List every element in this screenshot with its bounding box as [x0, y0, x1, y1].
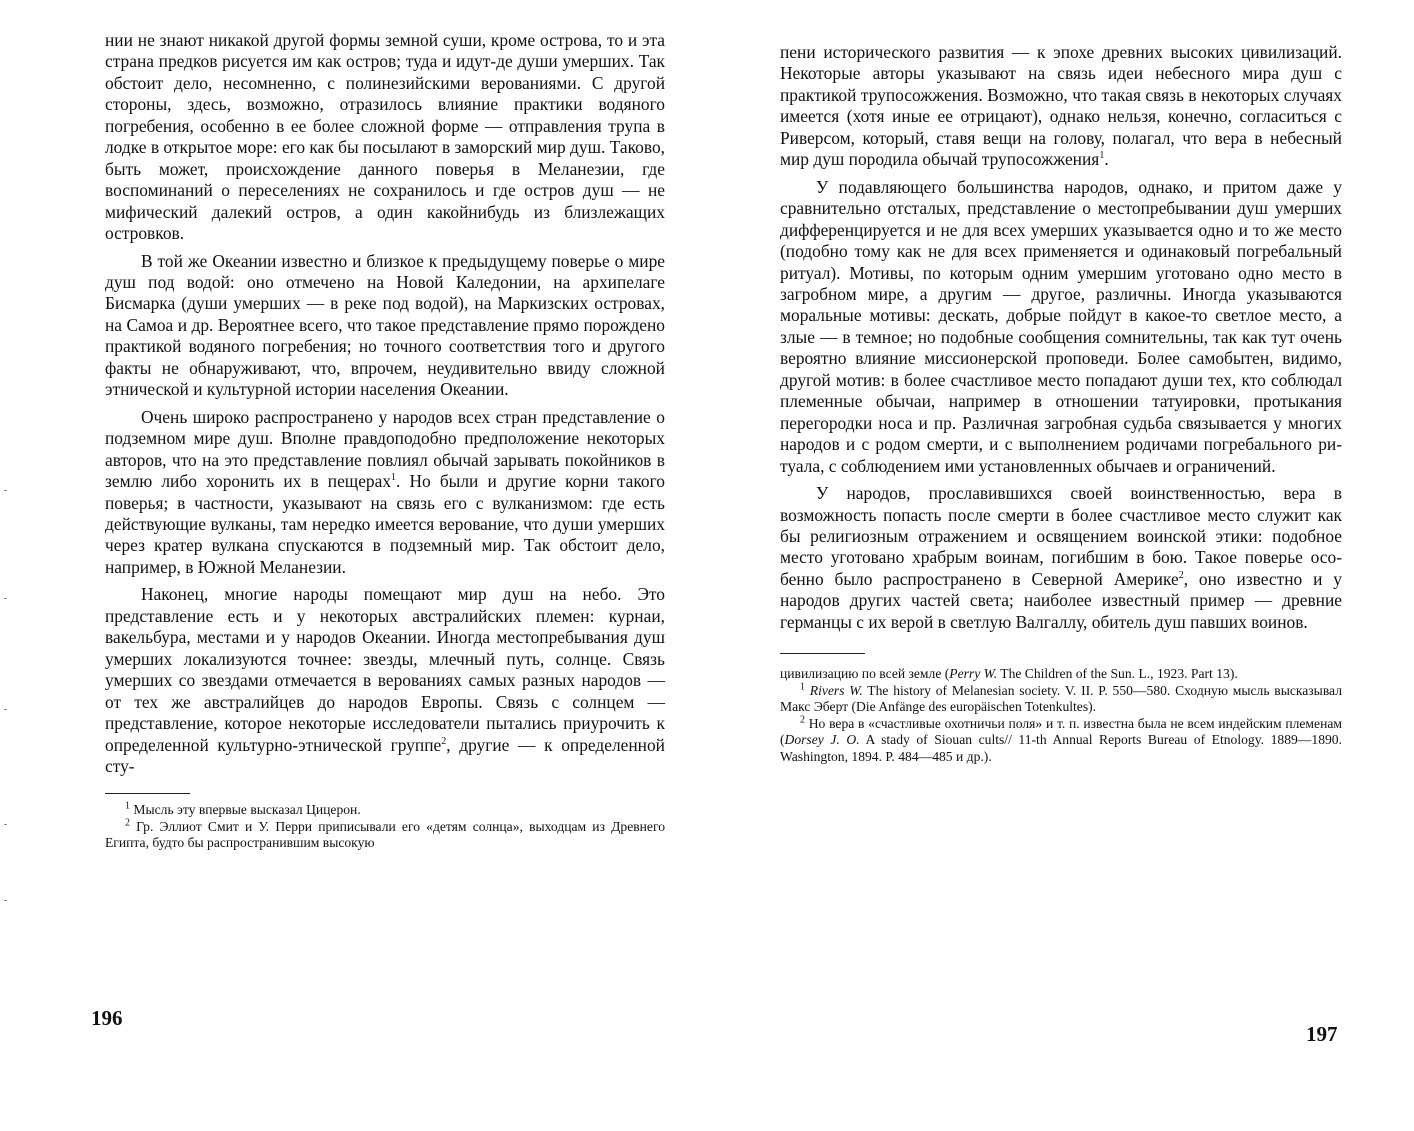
left-page — [105, 30, 665, 852]
footnote — [780, 683, 1342, 716]
paragraph-text: пени исторического развития — к эпохе древних высоких цивилизаций. Некоторые авторы указывают на связь идеи небесного мира душ с практикой трупосожжения. Возможно, что такая связь в некоторых случаях имеется (хотя иные ее отрицают), однако нельзя, конечно, согласиться с Риверсом, который, ставя вещи на голову, полагал, что вера в небесный мир душ породила обычай трупосожжения — [780, 42, 1342, 170]
footnote-text: Гр. Эллиот Смит и У. Перри приписывали его «детям солнца», выходцам из Древнего Египта, будто бы распространившим высокую — [105, 818, 665, 851]
paragraph: нии не знают никакой другой формы земной суши, кроме острова, то и эта страна предков рисуется им как остров; туда и идут-де души умерших. Так обстоит дело, несомненно, с полинезийскими верованиями. С другой стороны, здесь, возможно, отразилось влияние практики водяного погребения, особенно в ее более сложной форме — отправления трупа в лодке в открытое море: его как бы посылают в заморский мир душ. Таково, быть может, происхождение данного поверья в Меланезии, где воспоминаний о переселениях не сохранилось и где остров душ — не мифический далекий остров, а один какойнибудь из близлежащих островков. — [105, 30, 665, 244]
paragraph-text: , оно известно и у народов других частей света; наиболее известный пример — древние германцы с их верой в светлую Валгаллу, обитель душ павших воинов. — [780, 568, 1342, 632]
footnote-text: Мысль эту впервые высказал Цицерон. — [133, 802, 361, 818]
footnote-divider — [780, 653, 865, 654]
footnote-text: A stady of Siouan cults// 11-th Annual Reports Bureau of Etnology. 1889—1890. Washington, 1894. P. 484—485 и др.). — [780, 732, 1342, 764]
paragraph-text: , другие — к определенной сту- — [105, 734, 665, 776]
footnote-mark: 1 — [800, 681, 805, 693]
paragraph — [780, 483, 1342, 633]
footnote-text: цивилизацию по всей земле ( — [780, 666, 950, 682]
left-footnotes — [105, 802, 665, 852]
footnote-ref: 2 — [1178, 570, 1184, 582]
right-body-text — [780, 42, 1342, 633]
footnote-ref: 1 — [391, 472, 397, 484]
footnote-continuation — [780, 666, 1342, 683]
footnote — [780, 716, 1342, 766]
footnote — [105, 802, 665, 819]
footnote-mark: 1 — [125, 800, 130, 812]
paragraph-text: У народов, прославившихся своей воинственностью, вера в возможность попасть после смерти в более счастливое место служит как бы религиозным отражением и освящением воинской этики: подобное место уготовано храбрым воинам, погибшим в бою. Такое поверье особенно было распространено в Северной Америке — [780, 483, 1342, 589]
footnote-text: The Children of the Sun. L., 1923. Part 13). — [997, 666, 1238, 682]
footnote-divider — [105, 793, 190, 794]
footnote-mark: 2 — [800, 714, 805, 726]
paragraph — [105, 407, 665, 579]
footnote-author: Rivers W. — [809, 682, 863, 698]
footnote-mark: 2 — [125, 817, 130, 829]
right-footnotes — [780, 666, 1342, 765]
paragraph — [105, 584, 665, 777]
scan-mark — [4, 709, 7, 710]
footnote-text: The history of Melanesian society. V. II. P. 550—580. Сходную мысль высказывал Макс Эберт (Die Anfänge des europäischen Totenkultes). — [780, 682, 1342, 715]
page-number: 197 — [1306, 1022, 1338, 1046]
paragraph: У подавляющего большинства народов, однако, и притом даже у сравнительно отсталых, представление о местопребывании душ умерших дифференцируется и не для всех умерших указывается одно и то же место (подобно тому как не для всех применяется и одинаковый погребальный ритуал). Мотивы, по которым одним умершим уготовано одно место в загробном мире, а другим — другое, различны. Иногда указываются моральные мотивы: дескать, добрые пойдут в какое-то светлое место, а злые — в темное; но подобные сообщения сомнительны, так как тут очень вероятно влияние миссионерской проповеди. Более самобытен, видимо, другой мотив: в более счастливое место попадают души тех, кто соблюдал племенные обычаи, например в отношении татуировки, протыкания перегородки носа и пр. Различная загробная судьба связывается у многих народов и с родом смерти, и с выполнением родичами погребального ритуала, с соблюдением ими установленных обычаев и ограничений. — [780, 176, 1342, 476]
paragraph: В той же Океании известно и близкое к предыдущему поверье о мире душ под водой: оно отмечено на Новой Каледонии, на архипелаге Бисмарка (души умерших — в реке под водой), на Маркизских островах, на Самоа и др. Вероятнее всего, что такое представление прямо порождено практикой водяного погребения; но точного соответствия того и другого факты не обнаруживают, что, впрочем, неудивительно ввиду сложной этнической и культурной истории населения Океании. — [105, 250, 665, 400]
scan-mark — [4, 490, 7, 491]
left-body-text — [105, 30, 665, 777]
footnote-text: Но вера в «счастливые охотничьи поля» и т. п. известна была не всем индейским племенам ( — [780, 715, 1342, 748]
scan-mark — [4, 598, 7, 599]
footnote-ref: 1 — [1099, 150, 1105, 162]
paragraph-text: . Но были и другие корни такого поверья; в частности, указывают на связь его с вулканизмом: где есть действующие вулканы, там нередко имеется верование, что души умерших через кратер вулкана спускаются в подземный мир. Так обстоит дело, например, в Южной Меланезии. — [105, 471, 665, 577]
paragraph-text: . — [1104, 149, 1109, 170]
footnote-author: Perry W. — [949, 666, 998, 682]
footnote-author: Dorsey J. O. — [784, 732, 860, 748]
scan-mark — [4, 824, 7, 825]
page-number: 196 — [91, 1006, 123, 1030]
footnote — [105, 819, 665, 852]
paragraph-text: Наконец, многие народы помещают мир душ на небо. Это представление есть и у некоторых австралийских племен: курнаи, вакельбура, местами и у народов Океании. Иногда местопребывания душ умерших локализуются точнее: звезды, млечный путь, солнце. Связь умерших со звездами отмечается в верованиях самых разных народов — от тех же австралийцев до народов Европы. Связь с солнцем — представление, которое некоторые исследователи пытались приурочить к определенной культурно-этнической группе — [105, 584, 665, 755]
right-page — [780, 42, 1342, 765]
footnote-ref: 2 — [441, 735, 447, 747]
scan-mark — [4, 900, 7, 901]
paragraph — [780, 42, 1342, 171]
paragraph-text: Очень широко распространено у народов всех стран представление о подземном мире душ. Вполне правдоподобно предположение некоторых авторов, что на это представление повлиял обычай зарывать покойников в землю либо хоронить их в пещерах — [105, 406, 665, 492]
